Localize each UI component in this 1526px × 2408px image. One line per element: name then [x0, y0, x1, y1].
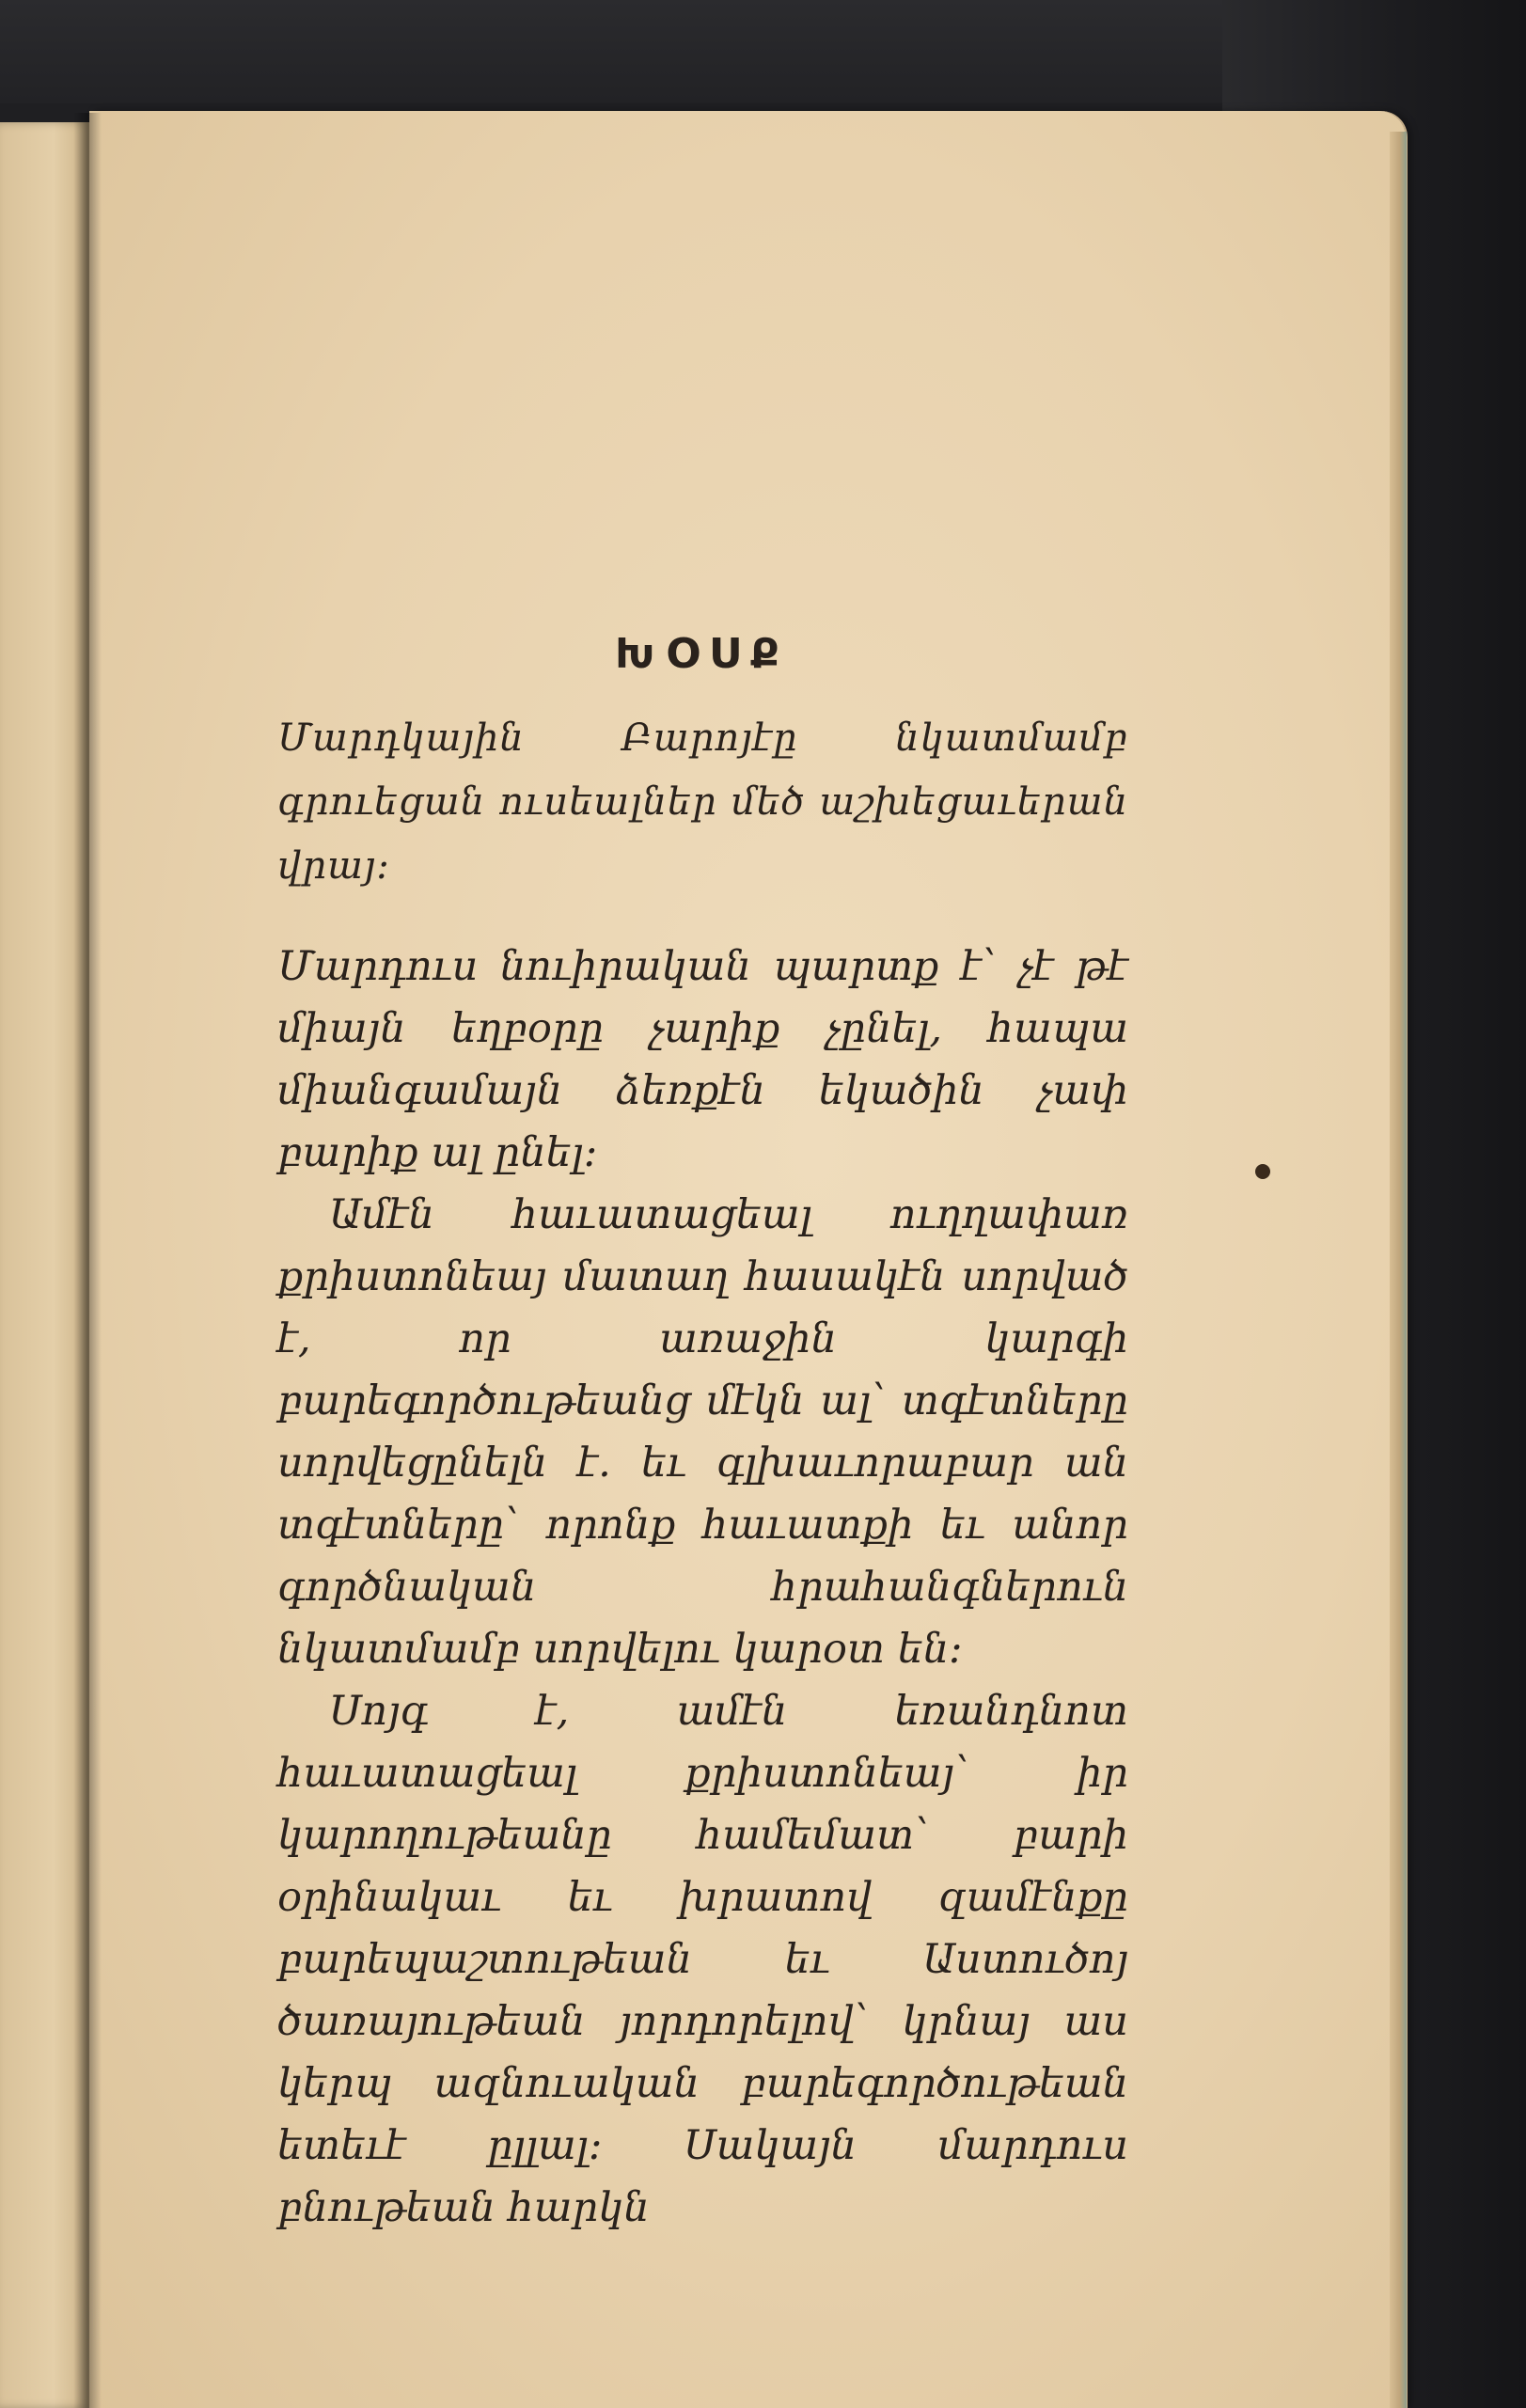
page-edge [1390, 132, 1407, 2408]
ink-spot [1255, 1164, 1270, 1179]
spine-shadow [73, 113, 102, 2408]
paragraph-3: Սոյգ է, ամէն եռանդնոտ հաւատացեալ քրիստոնեայ՝ իր կարողութեանը համեմատ՝ բարի օրինակաւ եւ խրատով զամէնքը բարեպաշտութեան եւ Աստուծոյ ծառայութեան յորդորելով՝ կրնայ աս կերպ ազնուական բարեգործութեան ետեւէ ըլլալ։ Սակայն մարդուս բնութեան հարկն [277, 1688, 1128, 2231]
page-text [277, 630, 1128, 2239]
paragraph-2: Ամէն հաւատացեալ ուղղափառ քրիստոնեայ մատաղ հասակէն սորված է, որ առաջին կարգի բարեգործութեանց մէկն ալ՝ տգէտները սորվեցընելն է. եւ գլխաւորաբար ան տգէտները՝ որոնք հաւատքի եւ անոր գործնական հրահանգներուն նկատմամբ սորվելու կարօտ են։ [277, 1191, 1128, 1673]
page-title: ԽՕՍՔ [615, 630, 791, 678]
paragraph-1: Մարդուս նուիրական պարտք է՝ չէ թէ միայն եղբօրը չարիք չընել, հապա միանգամայն ձեռքէն եկածին չափ բարիք ալ ընել։ [277, 943, 1128, 1176]
page-subtitle: Մարդկային Բարոյէը նկատմամբ գրուեցան ուսեալներ մեծ աշխեցաւերան վրայ։ [277, 716, 1128, 888]
